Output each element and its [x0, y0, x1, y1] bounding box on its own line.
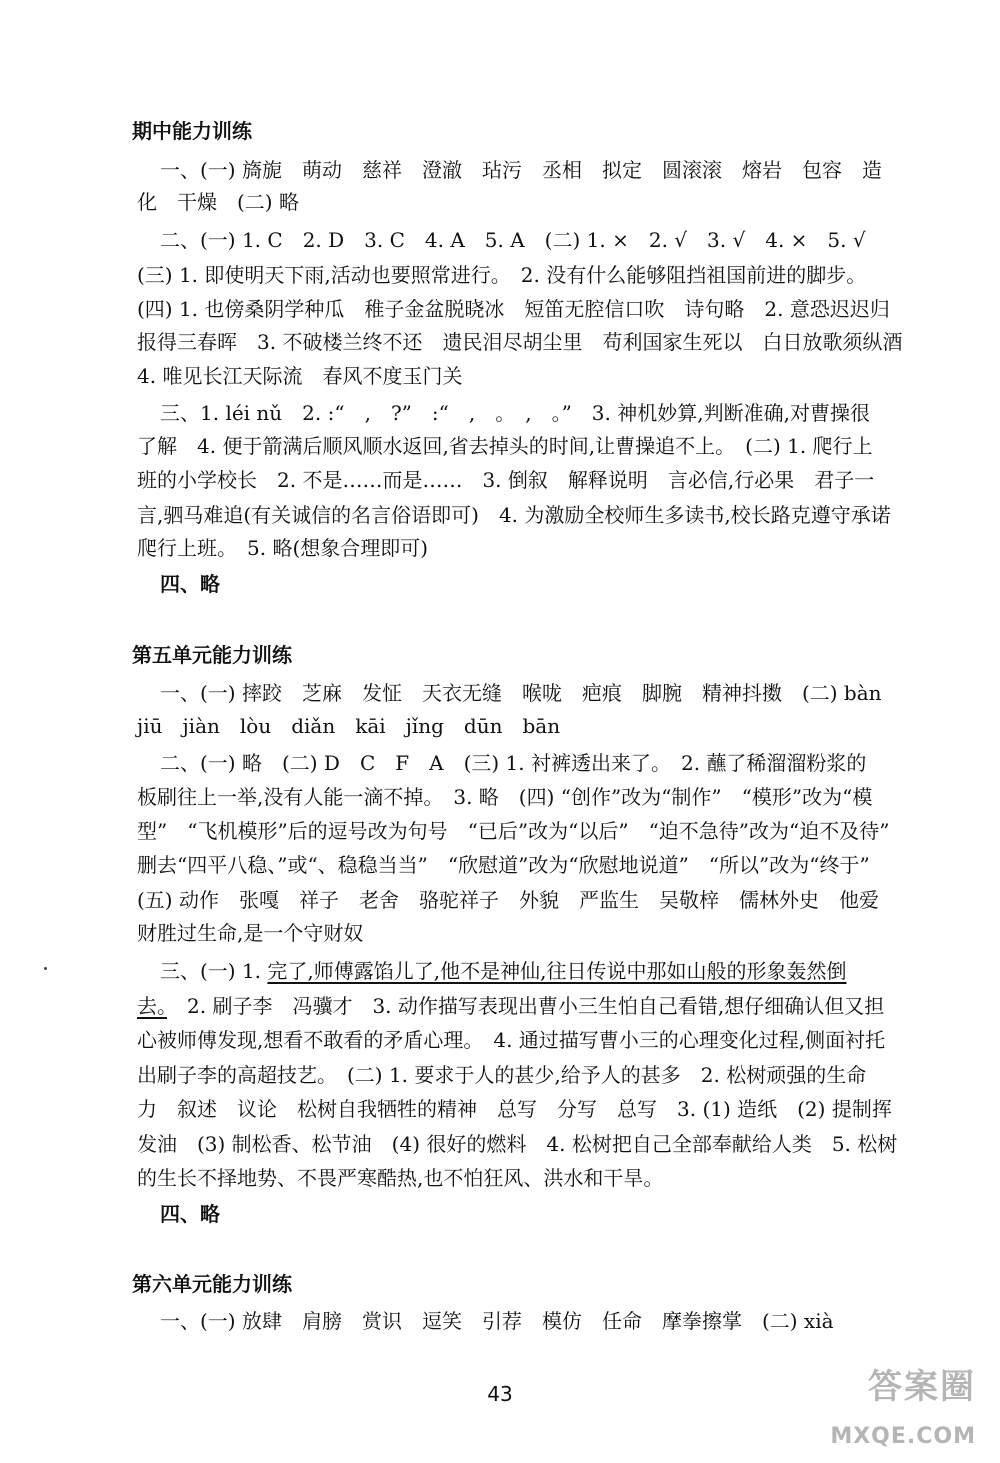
section-title-unit6: 第六单元能力训练 — [132, 1272, 292, 1296]
answer-line: 4. 唯见长江天际流 春风不度玉门关 — [137, 364, 463, 388]
answer-line: 班的小学校长 2. 不是……而是…… 3. 倒叙 解释说明 言必信,行必果 君子一 — [137, 468, 875, 492]
answer-line: 财胜过生命,是一个守财奴 — [137, 921, 364, 945]
answer-line: 三、1. léi nǔ 2. :“ , ?” :“ , 。 , 。” 3. 神机妙算,判断准确,对曹操很 — [160, 401, 870, 425]
answer-line: 心被师傅发现,想看不敢看的矛盾心理。 4. 通过描写曹小三的心理变化过程,侧面衬托 — [137, 1028, 886, 1052]
answer-line: 二、(一) 1. C 2. D 3. C 4. A 5. A (二) 1. × 2. √ 3. √ 4. × 5. √ — [160, 228, 866, 252]
answer-line — [137, 993, 884, 1019]
answer-prefix: 三、(一) 1. — [160, 959, 268, 983]
answer-line: 四、略 — [160, 1202, 220, 1226]
answer-line: jiū jiàn lòu diǎn kāi jǐng dūn bān — [137, 714, 561, 738]
answer-line: 一、(一) 摔跤 芝麻 发怔 天衣无缝 喉咙 疤痕 脚腕 精神抖擞 (二) bàn — [160, 681, 882, 705]
answer-line: (四) 1. 也傍桑阴学种瓜 稚子金盆脱晓冰 短笛无腔信口吹 诗句略 2. 意恐迟迟归 — [137, 297, 890, 321]
answer-line: 言,驷马难追(有关诚信的名言俗语即可) 4. 为激励全校师生多读书,校长路克遵守承诺 — [137, 503, 891, 527]
answer-line: 的生长不择地势、不畏严寒酷热,也不怕狂风、洪水和干旱。 — [137, 1166, 664, 1190]
answer-line: 化 干燥 (二) 略 — [137, 190, 299, 214]
section-title-midterm: 期中能力训练 — [132, 119, 252, 143]
answer-line: 一、(一) 旖旎 萌动 慈祥 澄澈 玷污 丞相 拟定 圆滚滚 熔岩 包容 造 — [160, 158, 882, 182]
underlined-answer: 完了,师傅露馅儿了,他不是神仙,往日传说中那如山般的形象轰然倒 — [267, 959, 847, 983]
answer-line: 力 叙述 议论 松树自我牺牲的精神 总写 分写 总写 3. (1) 造纸 (2) 提制挥 — [137, 1097, 892, 1121]
answer-line: (三) 1. 即使明天下雨,活动也要照常进行。 2. 没有什么能够阻挡祖国前进的脚步。 — [137, 263, 867, 287]
answer-line: 删去“四平八稳、”或“、稳稳当当” “欣慰道”改为“欣慰地说道” “所以”改为“终于” — [137, 853, 870, 877]
answer-line: 二、(一) 略 (二) D C F A (三) 1. 衬裤透出来了。 2. 蘸了稀溜溜粉浆的 — [160, 751, 867, 775]
page-number: 43 — [487, 1382, 513, 1406]
section-title-unit5: 第五单元能力训练 — [132, 643, 292, 667]
answer-line: 了解 4. 便于箭满后顺风顺水返回,省去掉头的时间,让曹操追不上。 (二) 1. 爬行上 — [137, 434, 873, 458]
answer-line: 报得三春晖 3. 不破楼兰终不还 遗民泪尽胡尘里 苟利国家生死以 白日放歌须纵酒 — [137, 330, 903, 354]
underlined-answer: 去。 — [137, 994, 167, 1018]
stray-dot — [44, 967, 47, 970]
answer-line: 一、(一) 放肆 肩膀 赏识 逗笑 引荐 模仿 任命 摩拳擦掌 (二) xià — [160, 1309, 834, 1333]
answer-text: 2. 刷子李 冯骥才 3. 动作描写表现出曹小三生怕自己看错,想仔细确认但又担 — [167, 994, 885, 1018]
answer-line: 出刷子李的高超技艺。 (二) 1. 要求于人的甚少,给予人的甚多 2. 松树顽强的生命 — [137, 1063, 867, 1087]
answer-line: 型” “飞机模形”后的逗号改为句号 “已后”改为“以后” “迫不急待”改为“迫不及待” — [137, 819, 890, 843]
answer-line: 四、略 — [160, 572, 220, 596]
watermark-logo — [806, 1359, 976, 1449]
answer-line: 发油 (3) 制松香、松节油 (4) 很好的燃料 4. 松树把自己全部奉献给人类 5. 松树 — [137, 1132, 898, 1156]
watermark-text: 答案圈 — [868, 1367, 976, 1407]
answer-line: 爬行上班。 5. 略(想象合理即可) — [137, 536, 429, 560]
answer-line-underlined — [160, 958, 846, 984]
answer-line: 板刷往上一举,没有人能一滴不掉。 3. 略 (四) “创作”改为“制作” “模形”改为“模 — [137, 785, 873, 809]
watermark-url: MXQE.COM — [830, 1424, 976, 1449]
answer-line: (五) 动作 张嘎 祥子 老舍 骆驼祥子 外貌 严监生 吴敬梓 儒林外史 他爱 — [137, 888, 879, 912]
